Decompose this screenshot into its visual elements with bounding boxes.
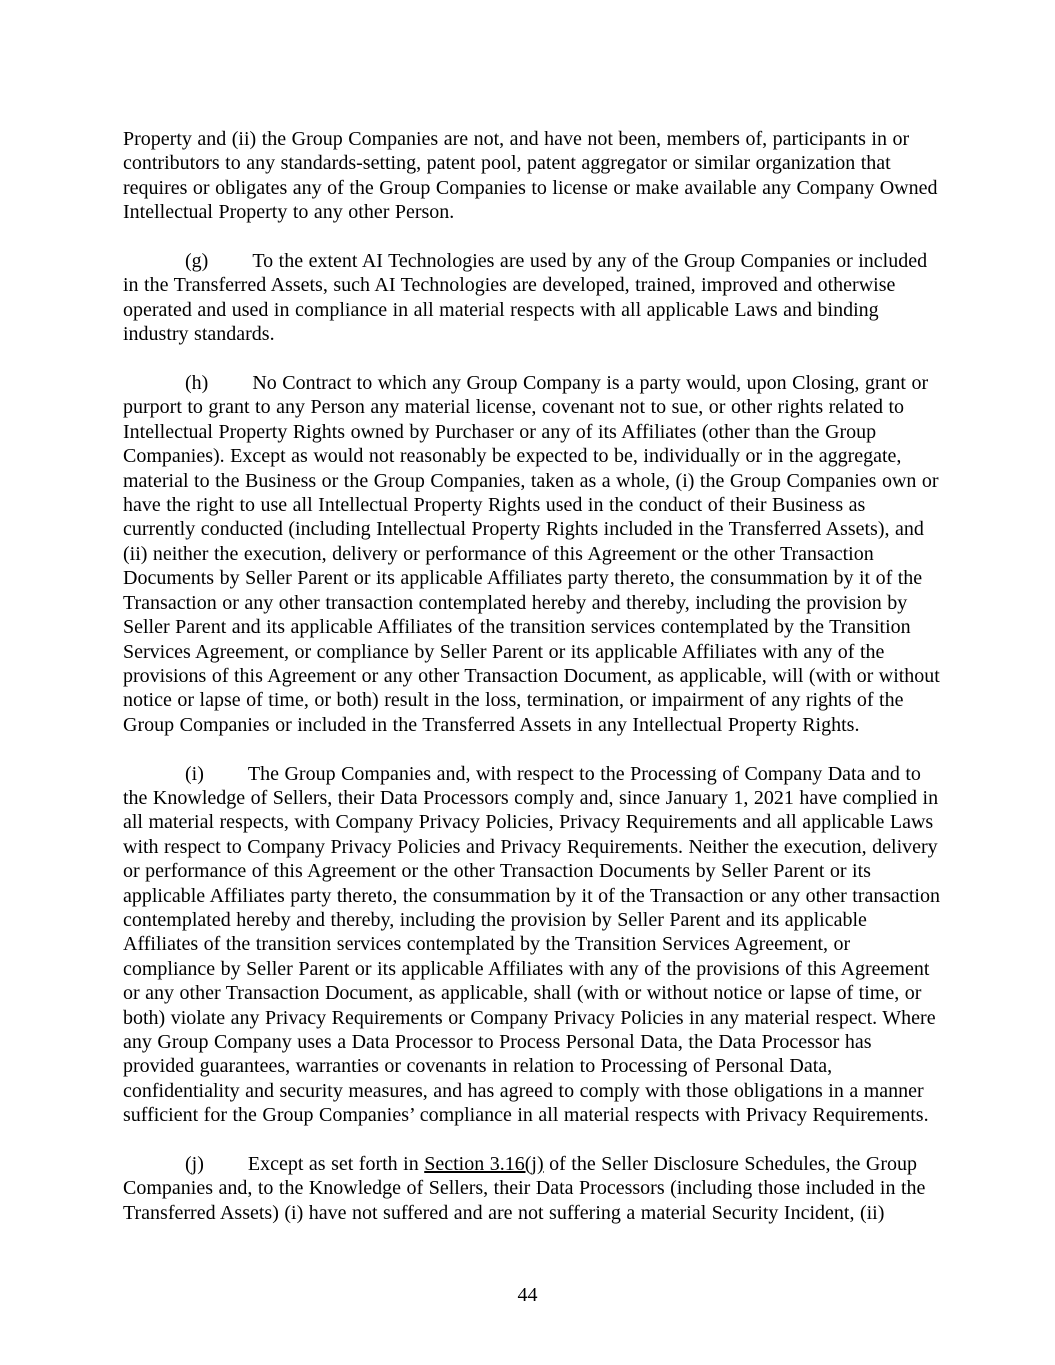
paragraph-h bbox=[123, 371, 940, 737]
paragraph-h-text: No Contract to which any Group Company is a party would, upon Closing, grant or purport to grant to any Person any material license, covenant not to sue, or other rights related to Intellectual Property Rights owned by Purchaser or any of its Affiliates (other than the Group Companies). Except as would not reasonably be expected to be, individually or in the aggregate, material to the Business or the Group Companies, taken as a whole, (i) the Group Companies own or have the right to use all Intellectual Property Rights used in the conduct of their Business as currently conducted (including Intellectual Property Rights included in the Transferred Assets), and (ii) neither the execution, delivery or performance of this Agreement or the other Transaction Documents by Seller Parent or its applicable Affiliates party thereto, the consummation by it of the Transaction or any other transaction contemplated hereby and thereby, including the provision by Seller Parent and its applicable Affiliates of the transition services contemplated by the Transition Services Agreement, or compliance by Seller Parent or its applicable Affiliates with any of the provisions of this Agreement or any other Transaction Document, as applicable, will (with or without notice or lapse of time, or both) result in the loss, termination, or impairment of any rights of the Group Companies or included in the Transferred Assets in any Intellectual Property Rights. bbox=[123, 372, 940, 736]
paragraph-g-text: To the extent AI Technologies are used by any of the Group Companies or included in the Transferred Assets, such AI Technologies are developed, trained, improved and otherwise operated and used in compliance in all material respects with all applicable Laws and binding industry standards. bbox=[123, 250, 928, 346]
paragraph-g bbox=[123, 249, 940, 347]
paragraph-h-label: (h) bbox=[185, 372, 209, 395]
paragraph-j-label: (j) bbox=[185, 1153, 204, 1175]
paragraph-continuation: Property and (ii) the Group Companies are not, and have not been, members of, participants in or contributors to any standards-setting, patent pool, patent aggregator or similar organization that requires or obligates any of the Group Companies to license or make available any Company Owned Intellectual Property to any other Person. bbox=[123, 128, 938, 224]
page-number: 44 bbox=[517, 1284, 538, 1306]
section-reference-link: Section 3.16(j) bbox=[424, 1153, 544, 1175]
paragraph-i bbox=[123, 762, 940, 1128]
paragraph-j-text-post: of the Seller Disclosure Schedules, the Group Companies and, to the Knowledge of Sellers, their Data Processors (including those included in the Transferred Assets) (i) have not suffered and are not suffering a material Security Incident, (ii) bbox=[123, 1153, 926, 1224]
paragraph-i-text: The Group Companies and, with respect to the Processing of Company Data and to the Knowledge of Sellers, their Data Processors comply and, since January 1, 2021 have complied in all material respects, with Company Privacy Policies, Privacy Requirements and all applicable Laws with respect to Company Privacy Policies and Privacy Requirements. Neither the execution, delivery or performance of this Agreement or the other Transaction Documents by Seller Parent or its applicable Affiliates party thereto, the consummation by it of the Transaction or any other transaction contemplated hereby and thereby, including the provision by Seller Parent and its applicable Affiliates of the transition services contemplated by the Transition Services Agreement, or compliance by Seller Parent or its applicable Affiliates with any of the provisions of this Agreement or any other Transaction Document, as applicable, shall (with or without notice or lapse of time, or both) violate any Privacy Requirements or Company Privacy Policies in any material respect. Where any Group Company uses a Data Processor to Process Personal Data, the Data Processor has provided guarantees, warranties or covenants in relation to Processing of Personal Data, confidentiality and security measures, and has agreed to comply with those obligations in a manner sufficient for the Group Companies’ compliance in all material respects with Privacy Requirements. bbox=[123, 762, 940, 1127]
paragraph-g-label: (g) bbox=[185, 250, 209, 273]
paragraph-j-text-pre: Except as set forth in bbox=[247, 1153, 425, 1175]
paragraph-j bbox=[123, 1152, 940, 1225]
paragraph-i-label: (i) bbox=[185, 762, 204, 785]
